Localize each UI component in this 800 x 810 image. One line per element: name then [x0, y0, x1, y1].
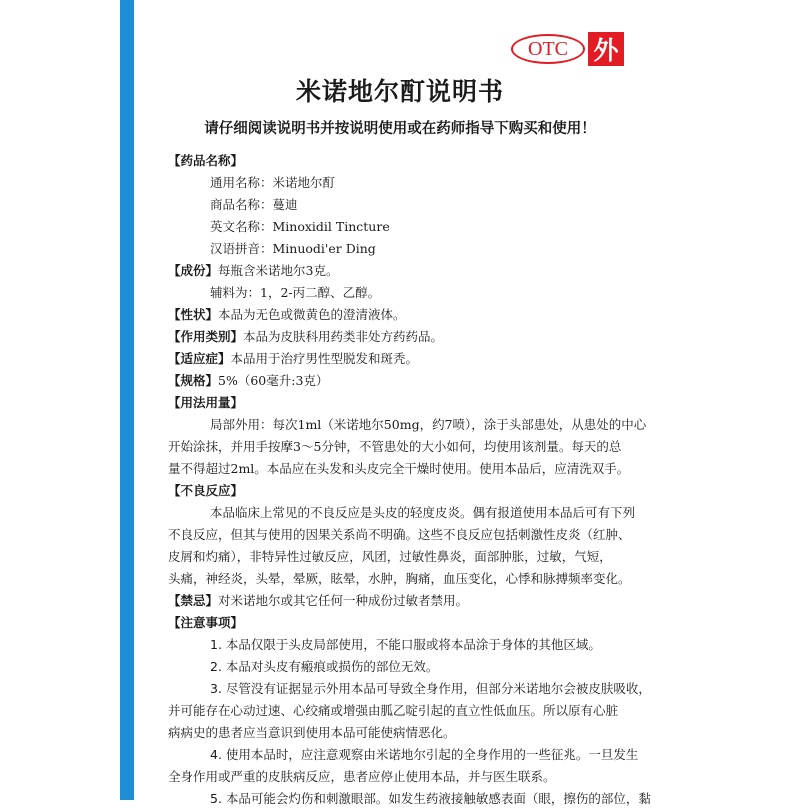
precaution-item-line: 并可能存在心动过速、心绞痛或增强由胍乙啶引起的直立性低血压。所以原有心脏: [168, 703, 619, 718]
usage-warning: 请仔细阅读说明书并按说明使用或在药师指导下购买和使用！: [204, 121, 596, 137]
contraindication-text: 对米诺地尔或其它任何一种成份过敏者禁用。: [218, 593, 469, 608]
usage-line: 量不得超过2ml。本品应在头发和头皮完全干燥时使用。使用本品后，应清洗双手。: [168, 461, 630, 476]
precaution-item: 3. 尽管没有证据显示外用本品可导致全身作用，但部分米诺地尔会被皮肤吸收，: [210, 681, 651, 696]
section-header: 【禁忌】: [168, 593, 219, 608]
section-adverse: [168, 480, 628, 502]
section-header: 【成份】: [168, 263, 219, 278]
otc-label: OTC: [511, 34, 585, 64]
section-appearance: [168, 304, 628, 326]
section-usage: [168, 392, 628, 414]
section-header: 【规格】: [168, 373, 219, 388]
section-precautions: [168, 612, 628, 634]
section-ingredients: [168, 260, 628, 282]
category-text: 本品为皮肤科用药类非处方药药品。: [243, 329, 444, 344]
section-indication: [168, 348, 628, 370]
section-name: [168, 150, 628, 172]
leaflet-body: [168, 150, 651, 810]
section-header: 【注意事项】: [168, 615, 244, 630]
ingredients-text: 每瓶含米诺地尔3克。: [218, 263, 339, 278]
section-spec: [168, 370, 628, 392]
external-use-label: 外: [588, 32, 624, 66]
section-header: 【性状】: [168, 307, 219, 322]
section-header: 【不良反应】: [168, 483, 244, 498]
section-header: 【作用类别】: [168, 329, 244, 344]
generic-name: 通用名称：米诺地尔酊: [210, 175, 336, 190]
trade-name: 商品名称：蔓迪: [210, 197, 298, 212]
section-header: 【适应症】: [168, 351, 231, 366]
precaution-item: 5. 本品可能会灼伤和刺激眼部。如发生药液接触敏感表面（眼，擦伤的部位，黏: [210, 791, 651, 806]
section-header: 【药品名称】: [168, 153, 244, 168]
precaution-item-line: 病病史的患者应当意识到使用本品可能使病情恶化。: [168, 725, 456, 740]
spec-text: 5%（60毫升:3克）: [218, 373, 329, 388]
english-name: 英文名称：Minoxidil Tincture: [210, 219, 390, 234]
document-title: 米诺地尔酊说明书: [295, 77, 504, 106]
adverse-line: 皮屑和灼痛），非特异性过敏反应，风团，过敏性鼻炎，面部肿胀，过敏，气短，: [168, 549, 612, 564]
precaution-item: 1. 本品仅限于头皮局部使用，不能口服或将本品涂于身体的其他区域。: [210, 637, 601, 652]
precaution-item-line: 全身作用或严重的皮肤病反应，患者应停止使用本品，并与医生联系。: [168, 769, 556, 784]
section-contraindication: [168, 590, 628, 612]
precaution-item: 2. 本品对头皮有瘢痕或损伤的部位无效。: [210, 659, 439, 674]
otc-badge: [511, 32, 624, 66]
precaution-item: 4. 使用本品时，应注意观察由米诺地尔引起的全身作用的一些征兆。一旦发生: [210, 747, 639, 762]
section-category: [168, 326, 628, 348]
section-header: 【用法用量】: [168, 395, 244, 410]
adverse-line: 头痛，神经炎，头晕，晕厥，眩晕，水肿，胸痛，血压变化，心悸和脉搏频率变化。: [168, 571, 631, 586]
excipients-text: 辅料为：1，2-丙二醇、乙醇。: [210, 285, 381, 300]
usage-line: 开始涂抹，并用手按摩3～5分钟，不管患处的大小如何，均使用该剂量。每天的总: [168, 439, 622, 454]
usage-line: 局部外用：每次1ml（米诺地尔50mg，约7喷），涂于头部患处，从患处的中心: [210, 417, 647, 432]
appearance-text: 本品为无色或微黄色的澄清液体。: [218, 307, 406, 322]
adverse-line: 不良反应，但其与使用的因果关系尚不明确。这些不良反应包括刺激性皮炎（红肿、: [168, 527, 631, 542]
adverse-line: 本品临床上常见的不良反应是头皮的轻度皮炎。偶有报道使用本品后可有下列: [210, 505, 636, 520]
pinyin-name: 汉语拼音：Minuodi'er Ding: [210, 241, 376, 256]
indication-text: 本品用于治疗男性型脱发和斑秃。: [230, 351, 419, 366]
